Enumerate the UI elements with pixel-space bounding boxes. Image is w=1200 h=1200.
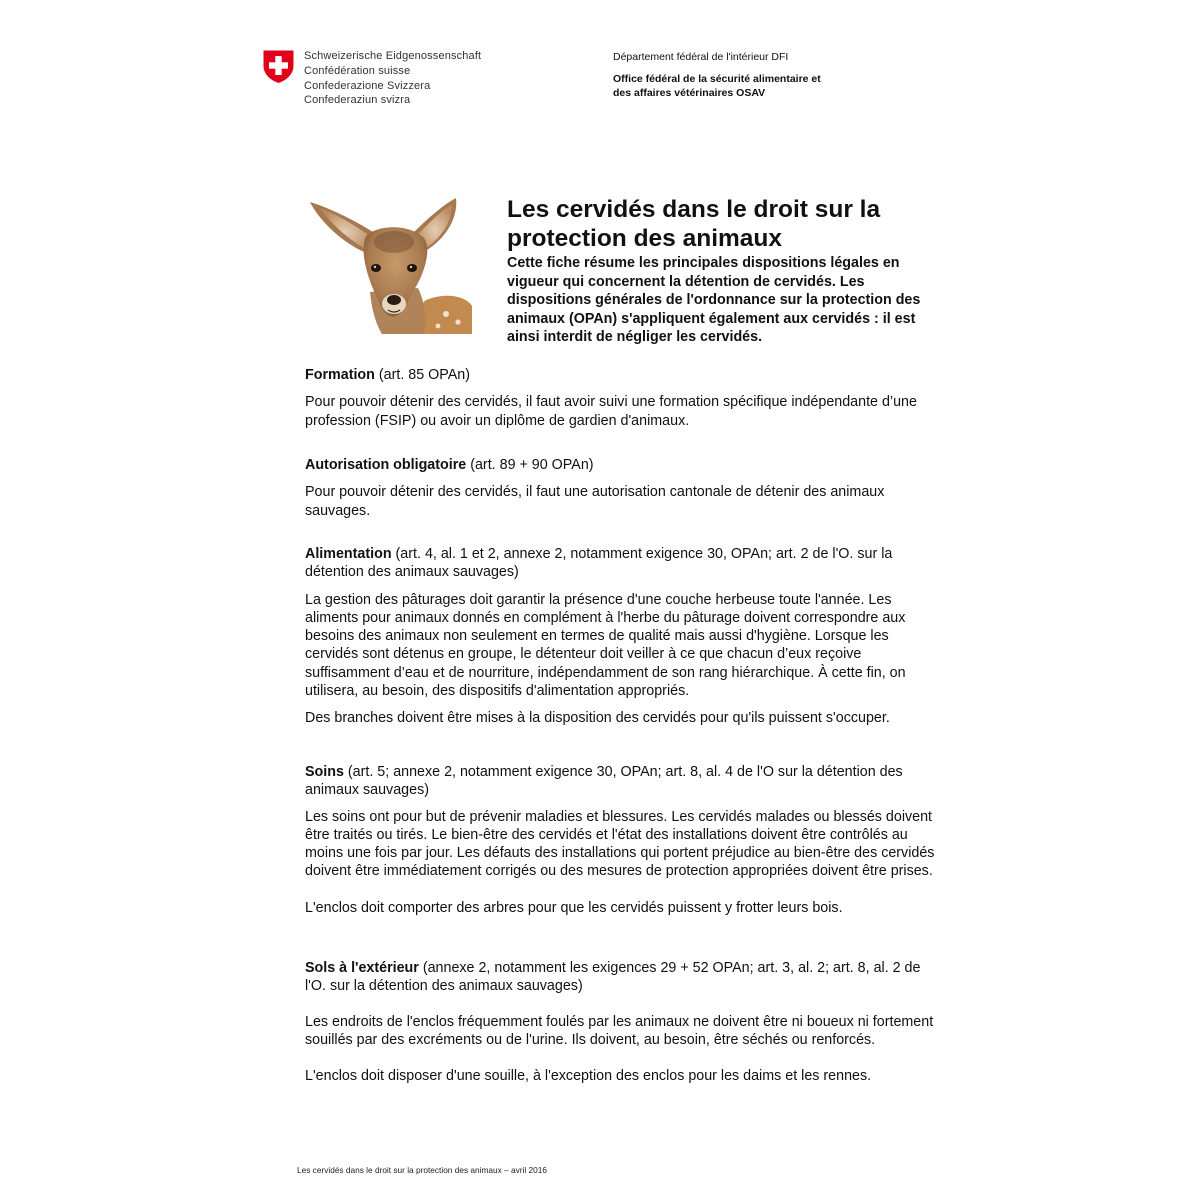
office-name-line-2: des affaires vétérinaires OSAV [613,87,766,99]
section-heading [305,366,945,384]
section-heading [305,545,945,582]
section-paragraph: Des branches doivent être mises à la disposition des cervidés pour qu'ils puissent s'occuper. [305,710,890,727]
section-label: Autorisation obligatoire [305,457,467,473]
office-name-line-1: Office fédéral de la sécurité alimentaire et [613,73,821,85]
section-label: Soins [305,764,344,780]
section-paragraph: Pour pouvoir détenir des cervidés, il faut une autorisation cantonale de détenir des animaux sauvages. [305,484,885,519]
section-heading [305,763,945,800]
confederation-name-de: Schweizerische Eidgenossenschaft [304,50,482,62]
lead-paragraph: Cette fiche résume les principales dispositions légales en vigueur qui concernent la détention de cervidés. Les dispositions générales de l'ordonnance sur la protection des animaux (OPAn) s'appliquent également aux cervidés : il est ainsi interdit de négliger les cervidés. [507,255,921,345]
fallow-deer-fawn-photo [306,196,472,334]
confederation-names [304,49,481,108]
page-footer: Les cervidés dans le droit sur la protection des animaux – avril 2016 [297,1165,547,1175]
section-paragraph: Les soins ont pour but de prévenir maladies et blessures. Les cervidés malades ou blessés doivent être traités ou tirés. Le bien-être des cervidés et l'état des installations doivent être contrôlés au moins une fois par jour. Les défauts des installations qui portent préjudice au bien-être des cervidés doivent être immédiatement corrigés ou des mesures de protection appropriées doivent être prises. [305,808,935,880]
section-label: Alimentation [305,546,392,562]
section-label: Sols à l'extérieur [305,960,419,976]
section-paragraph: L'enclos doit comporter des arbres pour que les cervidés puissent y frotter leurs bois. [305,899,843,916]
section-heading [305,456,945,474]
section-paragraph: L'enclos doit disposer d'une souille, à l'exception des enclos pour les daims et les rennes. [305,1068,872,1085]
section-alimentation [305,545,945,728]
section-paragraph: Pour pouvoir détenir des cervidés, il faut avoir suivi une formation spécifique indépendante d’une profession (FSIP) ou avoir un diplôme de gardien d'animaux. [305,394,917,429]
section-formation [305,366,945,430]
section-heading [305,959,945,996]
section-autorisation [305,456,945,520]
section-soins [305,763,945,917]
section-reference: (art. 89 + 90 OPAn) [466,457,594,473]
page-title: Les cervidés dans le droit sur la protection des animaux [507,196,881,252]
section-sols-exterieur [305,959,945,1085]
section-reference: (art. 4, al. 1 et 2, annexe 2, notamment exigence 30, OPAn; art. 2 de l'O. sur la détention des animaux sauvages) [305,546,893,581]
confederation-name-fr: Confédération suisse [304,64,411,77]
confederation-name-it: Confederazione Svizzera [304,79,431,92]
office-name [613,72,873,100]
section-paragraph: Les endroits de l'enclos fréquemment foulés par les animaux ne doivent être ni boueux ni fortement souillés par des excréments ou de l'urine. Ils doivent, au besoin, être séchés ou renforcés. [305,1013,934,1048]
section-reference: (art. 5; annexe 2, notamment exigence 30, OPAn; art. 8, al. 4 de l'O sur la détention des animaux sauvages) [305,764,903,799]
section-reference: (art. 85 OPAn) [374,367,470,383]
department-name: Département fédéral de l'intérieur DFI [613,51,789,63]
section-paragraph: La gestion des pâturages doit garantir la présence d'une couche herbeuse toute l'année. Les aliments pour animaux donnés en complément à l'herbe du pâturage doivent correspondre aux besoins des animaux non seulement en termes de qualité mais aussi d'hygiène. Lorsque les cervidés sont détenus en groupe, le détenteur doit veiller à ce que chacun d’eux reçoive suffisamment d’eau et de nourriture, indépendamment de son rang hiérarchique. À cette fin, on utilisera, au besoin, des dispositifs d'alimentation appropriés. [305,591,906,700]
swiss-cross-shield-icon [262,49,295,84]
confederation-name-rm: Confederaziun svizra [304,94,411,107]
section-reference: (annexe 2, notamment les exigences 29 + 52 OPAn; art. 3, al. 2; art. 8, al. 2 de l'O. sur la détention des animaux sauvages) [305,960,921,995]
section-label: Formation [305,367,375,383]
